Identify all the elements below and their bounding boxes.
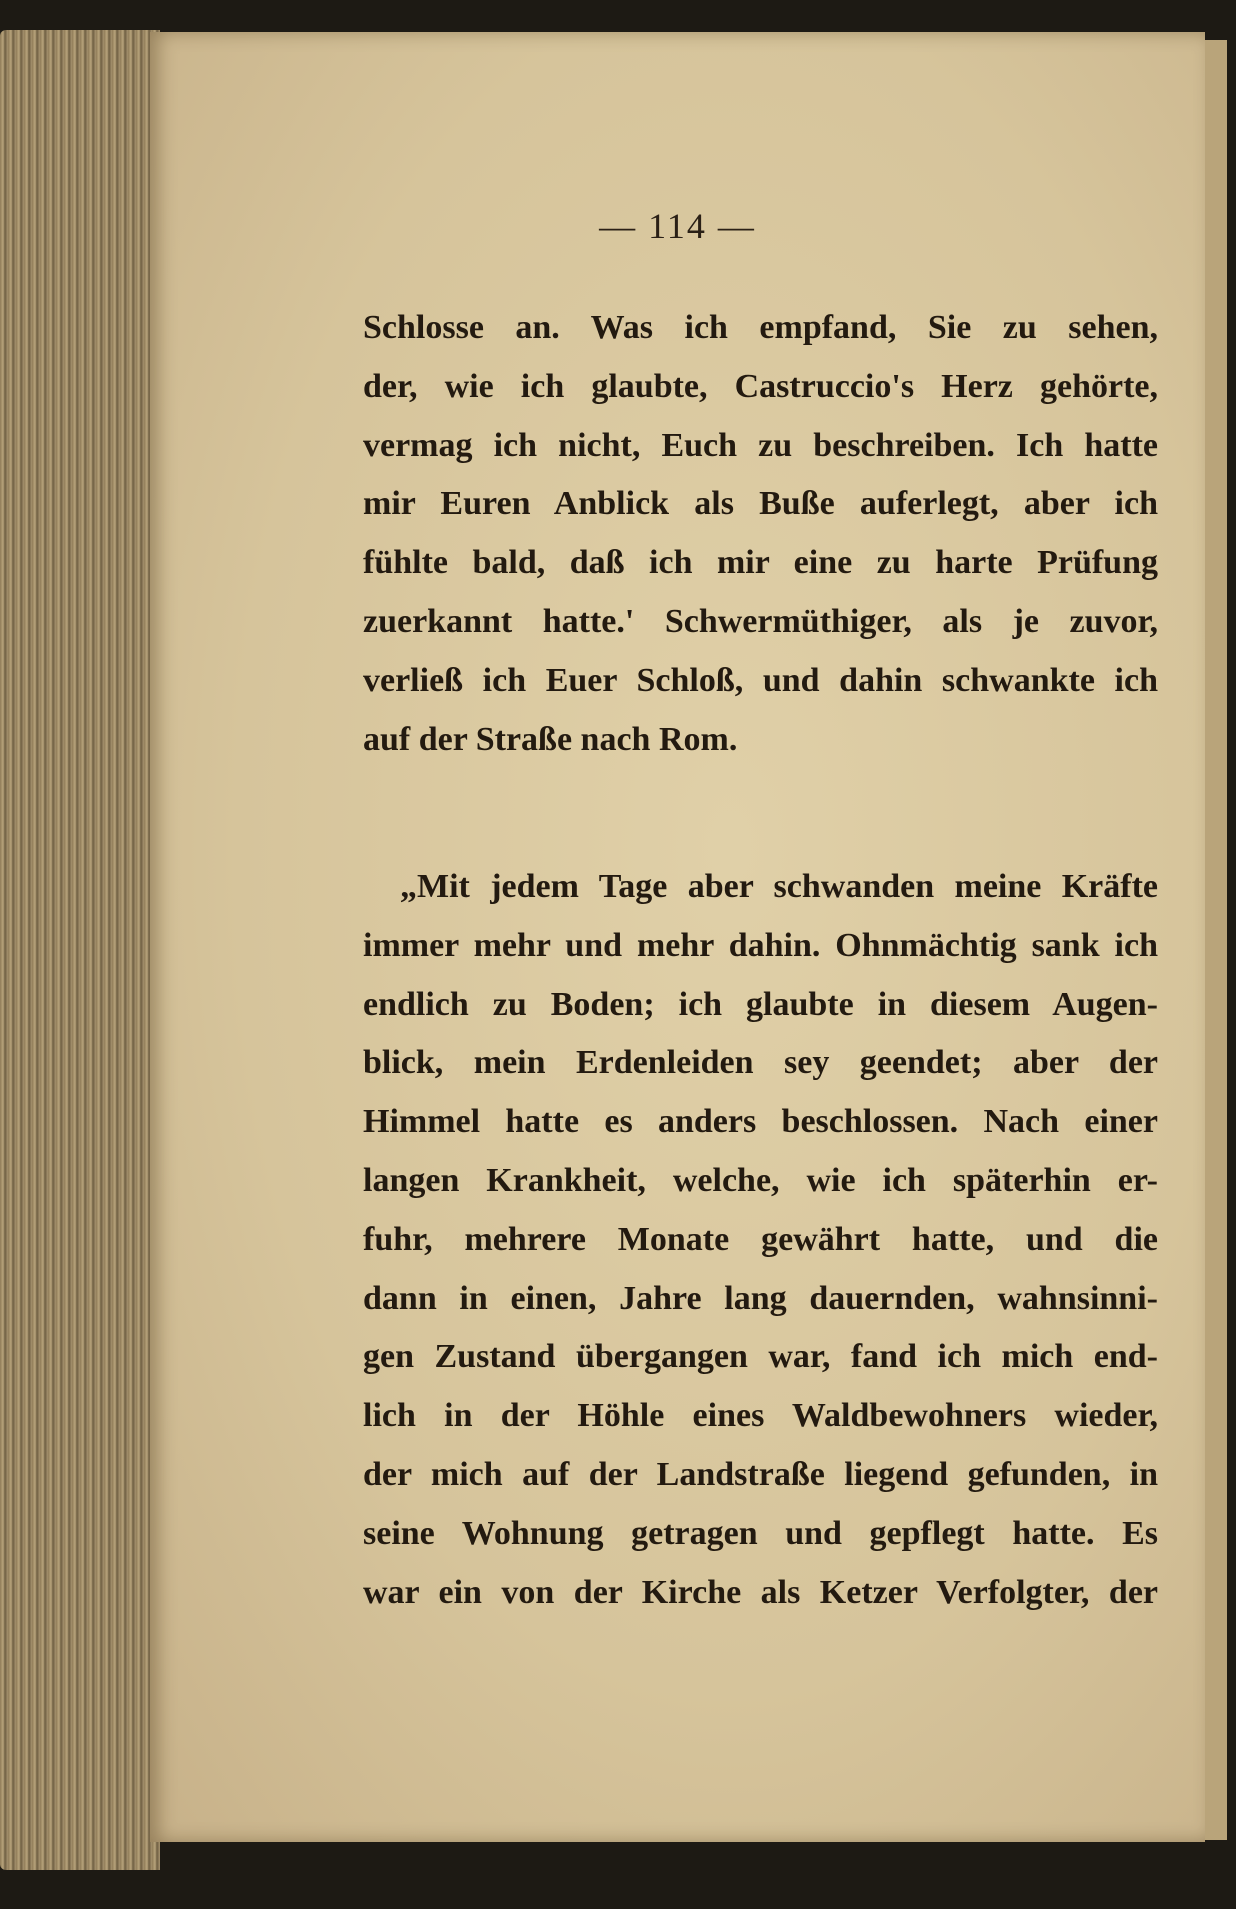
text-line: der mich auf der Landstraße liegend gefunden, in [363,1456,1158,1493]
text-line: war ein von der Kirche als Ketzer Verfolgter, der [363,1573,1158,1611]
text-line: auf der Straße nach Rom. [363,720,738,758]
text-line: Himmel hatte es anders beschlossen. Nach einer [363,1103,1158,1141]
book-right-edge [1205,40,1227,1840]
text-line: lich in der Höhle eines Waldbewohners wieder, [363,1397,1158,1435]
text-line: vermag ich nicht, Euch zu beschreiben. Ich hatte [363,426,1158,464]
text-line: mir Euren Anblick als Buße auferlegt, aber ich [363,485,1158,523]
text-line: Schlosse an. Was ich empfand, Sie zu sehen, [363,309,1158,346]
text-line: zuerkannt hatte.' Schwermüthiger, als je zuvor, [363,603,1158,640]
text-line: immer mehr und mehr dahin. Ohnmächtig sank ich [363,926,1158,964]
text-line: dann in einen, Jahre lang dauernden, wahnsinni- [363,1279,1158,1317]
text-line: blick, mein Erdenleiden sey geendet; aber der [363,1044,1158,1082]
text-line: verließ ich Euer Schloß, und dahin schwankte ich [363,661,1158,699]
book-page-edges [0,30,160,1870]
text-line: „Mit jedem Tage aber schwanden meine Kräfte [400,868,1158,905]
text-line: seine Wohnung getragen und gepflegt hatte. Es [363,1514,1158,1552]
text-line: endlich zu Boden; ich glaubte in diesem Augen- [363,985,1158,1023]
text-line: fuhr, mehrere Monate gewährt hatte, und die [363,1220,1158,1258]
text-line: gen Zustand übergangen war, fand ich mich end- [363,1338,1158,1376]
page-number: — 114 — [599,206,756,246]
text-line: der, wie ich glaubte, Castruccio's Herz gehörte, [363,367,1158,405]
text-line: langen Krankheit, welche, wie ich späterhin er- [363,1162,1158,1199]
text-line: fühlte bald, daß ich mir eine zu harte Prüfung [363,544,1158,582]
